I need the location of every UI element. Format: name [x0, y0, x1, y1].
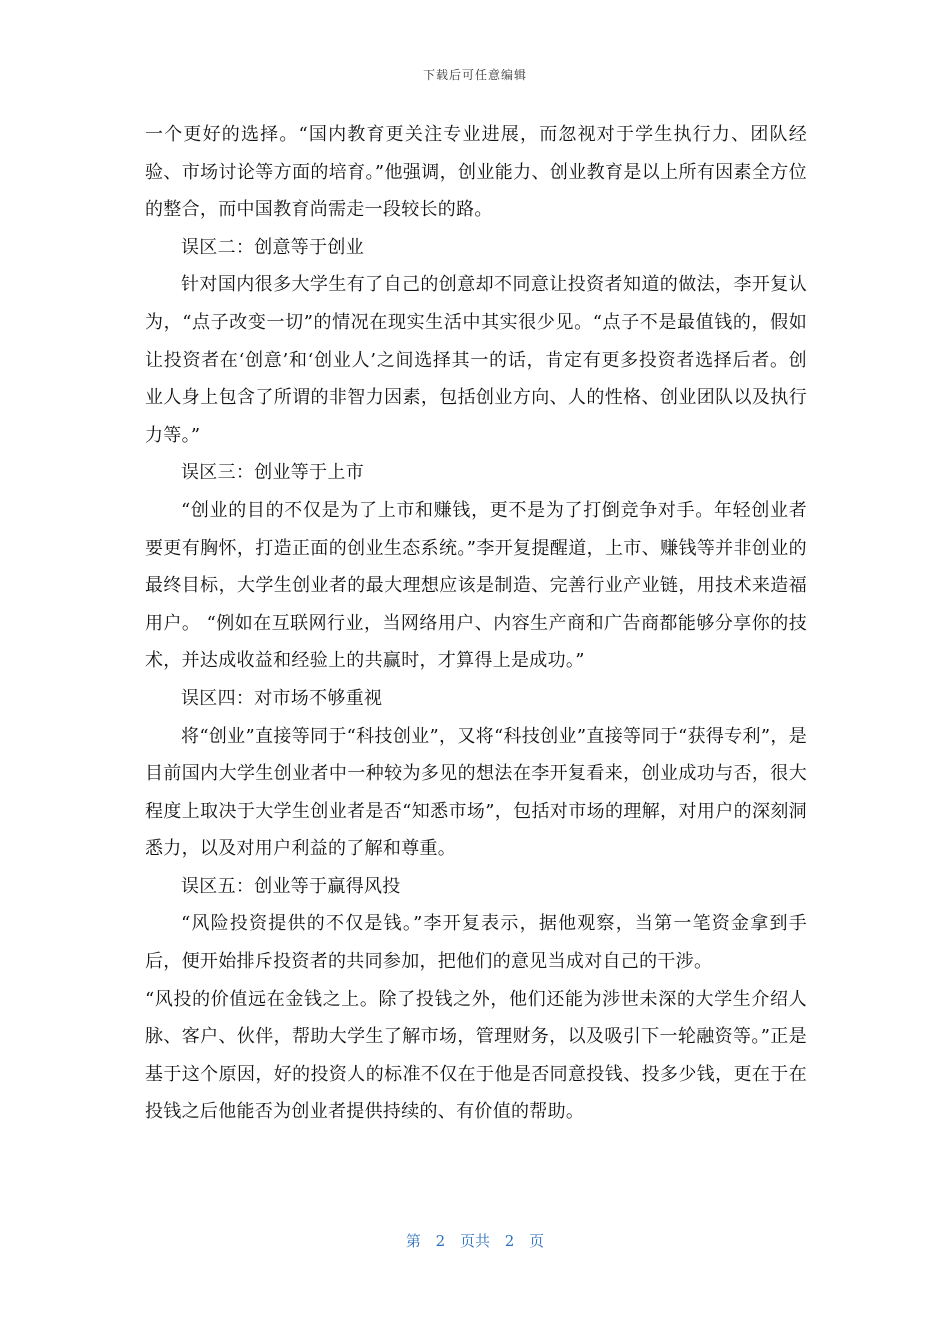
section-heading-misconception-3: 误区三：创业等于上市: [181, 462, 364, 484]
section-heading-misconception-5: 误区五：创业等于赢得风投: [181, 875, 401, 897]
footer-current-page: 2: [435, 1232, 446, 1250]
footer-suffix: 页: [529, 1232, 545, 1250]
paragraph-venture-capital: “风险投资提供的不仅是钱。”李开复表示，据他观察，当第一笔资金拿到手后，便开始排斥投资者的共同参加，把他们的意见当成对自己的干涉。: [145, 913, 807, 973]
footer-prefix: 第: [405, 1232, 421, 1250]
footer-middle: 页共: [459, 1232, 490, 1250]
footer-total-pages: 2: [504, 1232, 515, 1250]
paragraph-market-importance: 将“创业”直接等同于“科技创业”，又将“科技创业”直接等同于“获得专利”，是目前国内大学生创业者中一种较为多见的想法在李开复看来，创业成功与否，很大程度上取决于大学生创业者是否“知悉市场”，包括对市场的理解，对用户的深刻洞悉力，以及对用户利益的了解和尊重。: [145, 725, 807, 860]
paragraph-venture-value: “风投的价值远在金钱之上。除了投钱之外，他们还能为涉世未深的大学生介绍人脉、客户、伙伴，帮助大学生了解市场，管理财务，以及吸引下一轮融资等。”正是基于这个原因，好的投资人的标准不仅在于他是否同意投钱、投多少钱，更在于在投钱之后他能否为创业者提供持续的、有价值的帮助。: [145, 988, 807, 1123]
page-number-footer: [0, 1230, 950, 1251]
document-body: [145, 116, 807, 1131]
paragraph-idea-vs-entrepreneur: 针对国内很多大学生有了自己的创意却不同意让投资者知道的做法，李开复认为，“点子改变一切”的情况在现实生活中其实很少见。“点子不是最值钱的，假如让投资者在‘创意’和‘创业人’之间选择其一的话，肯定有更多投资者选择后者。创业人身上包含了所谓的非智力因素，包括创业方向、人的性格、创业团队以及执行力等。”: [145, 274, 807, 446]
paragraph-listing-goal: “创业的目的不仅是为了上市和赚钱，更不是为了打倒竞争对手。年轻创业者要更有胸怀，打造正面的创业生态系统。”李开复提醒道，上市、赚钱等并非创业的最终目标，大学生创业者的最大理想应该是制造、完善行业产业链，用技术来造福用户。 “例如在互联网行业，当网络用户、内容生产商和广告商都能够分享你的技术，并达成收益和经验上的共赢时，才算得上是成功。”: [145, 499, 807, 672]
section-heading-misconception-2: 误区二：创意等于创业: [181, 236, 364, 258]
paragraph-continuation: 一个更好的选择。“国内教育更关注专业进展，而忽视对于学生执行力、团队经验、市场讨论等方面的培育。”他强调，创业能力、创业教育是以上所有因素全方位的整合，而中国教育尚需走一段较长的路。: [145, 124, 807, 221]
page-header-note: 下载后可任意编辑: [422, 68, 527, 82]
section-heading-misconception-4: 误区四：对市场不够重视: [181, 687, 383, 709]
